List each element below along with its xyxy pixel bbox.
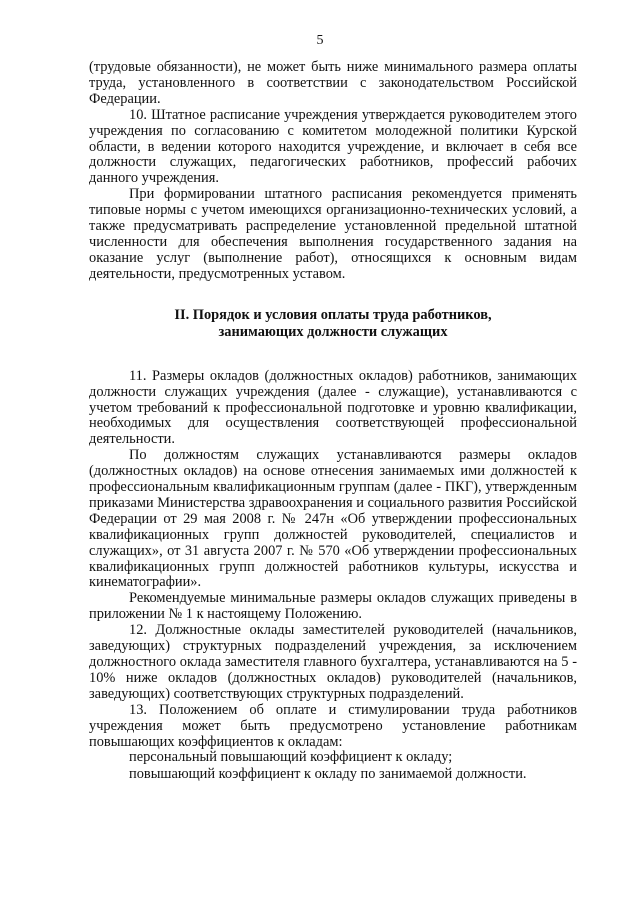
list-item-position-coefficient: повышающий коэффициент к окладу по занимаемой должности.: [129, 766, 527, 783]
section-heading: [89, 307, 577, 341]
page-number: 5: [316, 33, 324, 48]
paragraph-item-10: 10. Штатное расписание учреждения утверждается руководителем этого учреждения по согласованию с комитетом молодежной политики Курской области, в ведении которого находится учреждение, и включает в себя все должности служащих, педагогических работников, профессий рабочих данного учреждения.: [89, 106, 577, 187]
paragraph-item-12: 12. Должностные оклады заместителей руководителей (начальников, заведующих) структурных подразделений учреждения, за исключением должностного оклада заместителя главного бухгалтера, устанавливаются на 5 - 10% ниже окладов (должностных окладов) руководителей (начальников, заведующих) соответствующих структурных подразделений.: [89, 622, 577, 702]
section-heading-line-2: занимающих должности служащих: [218, 323, 448, 340]
paragraph-item-13: 13. Положением об оплате и стимулировании труда работников учреждения может быть предусмотрено установление работникам повышающих коэффициентов к окладам:: [89, 701, 577, 750]
paragraph-continuation: (трудовые обязанности), не может быть ниже минимального размера оплаты труда, установленного в соответствии с законодательством Российской Федерации.: [89, 59, 577, 107]
paragraph-pkg: По должностям служащих устанавливаются размеры окладов (должностных окладов) на основе отнесения занимаемых ими должностей к профессиональным квалификационным группам (далее - ПКГ), утвержденным приказами Министерства здравоохранения и социального развития Российской Федерации от 29 мая 2008 г. № 247н «Об утверждении профессиональных квалификационных групп должностей руководителей, специалистов и служащих», от 31 августа 2007 г. № 570 «Об утверждении профессиональных квалификационных групп должностей работников культуры, искусства и кинематографии».: [89, 447, 577, 591]
section-heading-line-1: II. Порядок и условия оплаты труда работников,: [174, 306, 492, 323]
document-body: [89, 60, 577, 783]
paragraph-item-11: 11. Размеры окладов (должностных окладов) работников, занимающих должности служащих учреждения (далее - служащие), устанавливаются с учетом требований к профессиональной подготовке и уровню квалификации, необходимых для осуществления соответствующей профессиональной деятельности.: [89, 367, 577, 448]
list-item-personal-coefficient: персональный повышающий коэффициент к окладу;: [129, 749, 453, 766]
paragraph-recommended: Рекомендуемые минимальные размеры окладов служащих приведены в приложении № 1 к настоящему Положению.: [89, 590, 577, 623]
paragraph-staffing: При формировании штатного расписания рекомендуется применять типовые нормы с учетом имеющихся организационно-технических условий, а также предусматривать распределение установленной предельной штатной численности для обеспечения выполнения государственного задания на оказание услуг (выполнение работ), относящихся к основным видам деятельности, предусмотренных уставом.: [89, 186, 577, 282]
